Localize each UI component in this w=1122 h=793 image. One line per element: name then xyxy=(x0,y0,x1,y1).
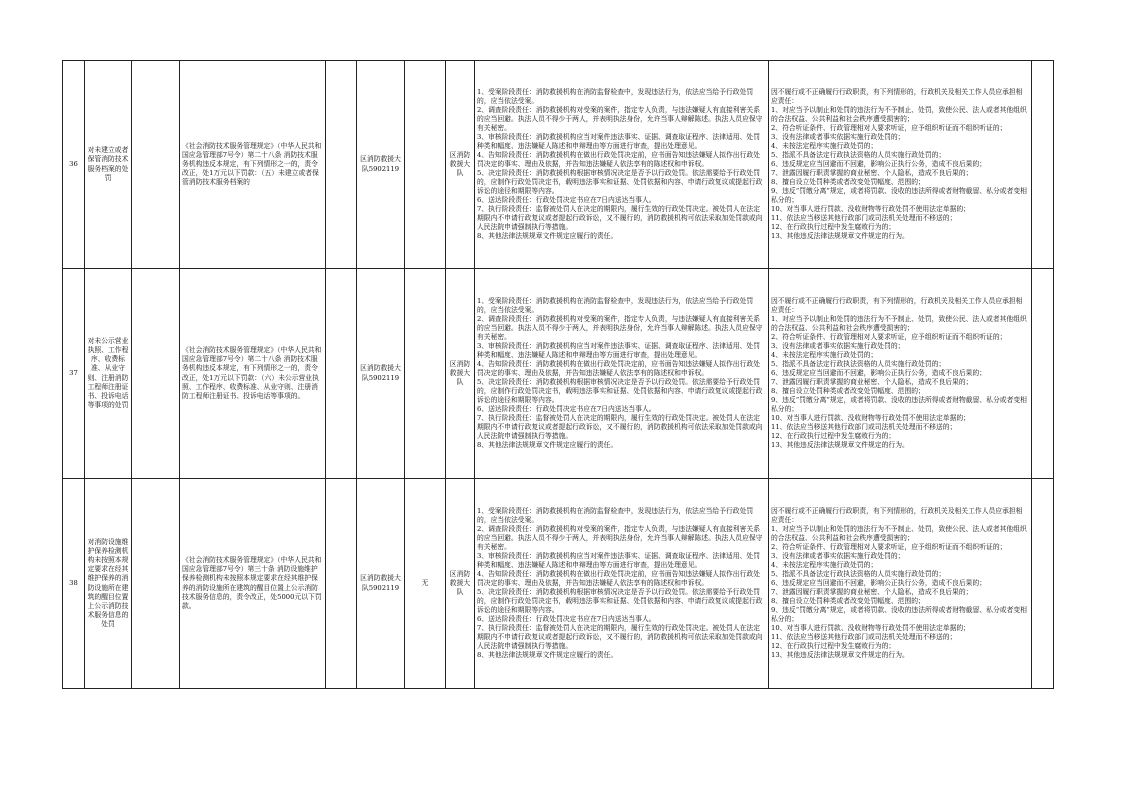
duty-item: 1、受案阶段责任：消防救援机构在消防监督检查中，发现违法行为，依法应当给予行政处罚的，应当依法受案。 xyxy=(477,506,754,524)
accountability-item: 3、没有法律或者事实依据实施行政处罚的； xyxy=(771,132,905,141)
duty-item: 2、调查阶段责任：消防救援机构对受案的案件，指定专人负责，与违法嫌疑人有直接利害关系的应当回避。执法人员不得少于两人，并表明执法身份，允许当事人辩解陈述。执法人员应保守有关秘密。 xyxy=(477,524,763,551)
accountability-item: 8、擅自设立处罚种类或者改变处罚幅度、范围的； xyxy=(771,387,925,396)
accountability-item: 10、对当事人进行罚款、没收财物等行政处罚不使用法定单据的； xyxy=(771,205,970,214)
duty-list xyxy=(475,61,769,269)
penalty-table xyxy=(62,60,1054,689)
table-row xyxy=(63,269,1054,479)
extra-note xyxy=(405,269,446,479)
row-number: 36 xyxy=(63,61,85,269)
accountability-item: 12、在行政执行过程中发生腐败行为的； xyxy=(771,432,896,441)
empty-cell xyxy=(326,479,357,689)
empty-cell xyxy=(132,61,180,269)
duty-item: 4、告知阶段责任：消防救援机构在做出行政处罚决定前，应书面告知违法嫌疑人拟作出行政处罚决定的事实、理由及依据，并告知违法嫌疑人依法享有的陈述权和申诉权。 xyxy=(477,569,760,587)
executing-unit: 区消防救援大队 xyxy=(446,269,475,479)
duty-item: 8、其他法律法规规章文件规定应履行的责任。 xyxy=(477,441,618,450)
executing-unit: 区消防救援大队 xyxy=(446,61,475,269)
duty-item: 3、审核阶段责任：消防救援机构应当对案件违法事实、证据、调查取证程序、法律适用、处罚种类和幅度、违法嫌疑人陈述和申辩理由等方面进行审查，提出处理意见。 xyxy=(477,551,760,569)
empty-cell xyxy=(326,269,357,479)
accountability-item: 10、对当事人进行罚款、没收财物等行政处罚不使用法定单据的； xyxy=(771,414,970,423)
accountability-item: 5、指派不具备法定行政执法资格的人员实施行政处罚的； xyxy=(771,150,946,159)
accountability-item: 1、对应当予以制止和处罚的违法行为不予制止、处罚，致使公民、法人或者其他组织的合法权益、公共利益和社会秩序遭受损害的； xyxy=(771,524,1027,542)
duty-item: 3、审核阶段责任：消防救援机构应当对案件违法事实、证据、调查取证程序、法律适用、处罚种类和幅度、违法嫌疑人陈述和申辩理由等方面进行审查，提出处理意见。 xyxy=(477,132,760,150)
extra-note: 无 xyxy=(405,479,446,689)
duty-item: 4、告知阶段责任：消防救援机构在做出行政处罚决定前，应书面告知违法嫌疑人拟作出行政处罚决定的事实、理由及依据，并告知违法嫌疑人依法享有的陈述权和申诉权。 xyxy=(477,150,760,168)
item-name: 对未公示营业执照、工作程序、收费标准、从业守则、注册消防工程师注册证书、投诉电话等事项的处罚 xyxy=(85,269,132,479)
accountability-item: 6、违反规定应当回避而不回避，影响公正执行公务，造成不良后果的； xyxy=(771,578,987,587)
accountability-item: 9、违反“罚缴分离”规定，或者将罚款、没收的违法所得或者财物截留、私分或者变相私分的； xyxy=(771,187,1027,205)
duty-list xyxy=(475,479,769,689)
accountability-item: 6、违反规定应当回避而不回避，影响公正执行公务，造成不良后果的； xyxy=(771,368,987,377)
empty-cell xyxy=(1032,61,1054,269)
accountability-item: 12、在行政执行过程中发生腐败行为的； xyxy=(771,223,896,232)
legal-basis: 《社会消防技术服务管理规定》（中华人民共和国应急管理部7号令）第三十条 消防设施维护保养检测机构未按照本规定要求在经其维护保养的消防设施所在建筑的醒目位置上公示消防技术服务信息的，责令改正，处5000元以下罚款。 xyxy=(180,479,326,689)
accountability-item: 12、在行政执行过程中发生腐败行为的； xyxy=(771,642,896,651)
duty-item: 2、调查阶段责任：消防救援机构对受案的案件，指定专人负责，与违法嫌疑人有直接利害关系的应当回避。执法人员不得少于两人，并表明执法身份，允许当事人辩解陈述。执法人员应保守有关秘密。 xyxy=(477,314,763,341)
accountability-item: 9、违反“罚缴分离”规定，或者将罚款、没收的违法所得或者财物截留、私分或者变相私分的； xyxy=(771,396,1027,414)
accountability-item: 7、泄露因履行职责掌握的商业秘密、个人隐私，造成不良后果的； xyxy=(771,378,973,387)
extra-note xyxy=(405,61,446,269)
duty-item: 5、决定阶段责任：消防救援机构根据审核情况决定是否予以行政处罚。依法需要给予行政处罚的，应制作行政处罚决定书，载明违法事实和证据、处罚依据和内容、申请行政复议或提起行政诉讼的途径和期限等内容。 xyxy=(477,378,763,405)
row-number: 38 xyxy=(63,479,85,689)
accountability-item: 4、未按法定程序实施行政处罚的； xyxy=(771,350,878,359)
accountability-item: 5、指派不具备法定行政执法资格的人员实施行政处罚的； xyxy=(771,359,946,368)
accountability-item: 4、未按法定程序实施行政处罚的； xyxy=(771,141,878,150)
accountability-list xyxy=(769,269,1032,479)
duty-item: 4、告知阶段责任：消防救援机构在做出行政处罚决定前，应书面告知违法嫌疑人拟作出行政处罚决定的事实、理由及依据，并告知违法嫌疑人依法享有的陈述权和申诉权。 xyxy=(477,359,760,377)
duty-item: 3、审核阶段责任：消防救援机构应当对案件违法事实、证据、调查取证程序、法律适用、处罚种类和幅度、违法嫌疑人陈述和申辩理由等方面进行审查，提出处理意见。 xyxy=(477,341,760,359)
department: 区消防救援大队5902119 xyxy=(357,61,405,269)
empty-cell xyxy=(1032,269,1054,479)
accountability-item: 3、没有法律或者事实依据实施行政处罚的； xyxy=(771,341,905,350)
item-name: 对消防设施维护保养检测机构未按照本规定要求在经其维护保养的消防设施所在建筑的醒目位置上公示消防技术服务信息的处罚 xyxy=(85,479,132,689)
empty-cell xyxy=(132,269,180,479)
empty-cell xyxy=(1032,479,1054,689)
duty-item: 5、决定阶段责任：消防救援机构根据审核情况决定是否予以行政处罚。依法需要给予行政处罚的，应制作行政处罚决定书，载明违法事实和证据、处罚依据和内容、申请行政复议或提起行政诉讼的途径和期限等内容。 xyxy=(477,169,763,196)
accountability-item: 因不履行或不正确履行行政职责，有下列情形的，行政机关及相关工作人员应承担相应责任： xyxy=(771,296,1023,314)
accountability-item: 7、泄露因履行职责掌握的商业秘密、个人隐私，造成不良后果的； xyxy=(771,588,973,597)
accountability-item: 2、符合听证条件、行政管理相对人要求听证，应予组织听证而不组织听证的； xyxy=(771,123,1007,132)
accountability-item: 13、其他违反法律法规规章文件规定的行为。 xyxy=(771,232,909,241)
empty-cell xyxy=(132,479,180,689)
department: 区消防救援大队5902119 xyxy=(357,269,405,479)
duty-item: 6、送达阶段责任：行政处罚决定书应在7日内送达当事人。 xyxy=(477,196,656,205)
table-row xyxy=(63,479,1054,689)
duty-item: 7、执行阶段责任：监督被处罚人在决定的期限内，履行生效的行政处罚决定。被处罚人在法定期限内不申请行政复议或者提起行政诉讼，又不履行的，消防救援机构可依法采取加处罚款或向人民法院申请强制执行等措施。 xyxy=(477,205,763,232)
legal-basis: 《社会消防技术服务管理规定》（中华人民共和国应急管理部7号令）第二十八条 消防技术服务机构违反本规定，有下列情形之一的，责令改正，处1万元以下罚款：（六）未公示营业执照、工作程序、收费标准、从业守则、注册消防工程师注册证书、投诉电话等事项的。 xyxy=(180,269,326,479)
item-name: 对未建立或者保管消防技术服务档案的处罚 xyxy=(85,61,132,269)
accountability-item: 2、符合听证条件、行政管理相对人要求听证，应予组织听证而不组织听证的； xyxy=(771,542,1007,551)
executing-unit: 区消防救援大队 xyxy=(446,479,475,689)
duty-item: 7、执行阶段责任：监督被处罚人在决定的期限内，履行生效的行政处罚决定。被处罚人在法定期限内不申请行政复议或者提起行政诉讼，又不履行的，消防救援机构可依法采取加处罚款或向人民法院申请强制执行等措施。 xyxy=(477,414,763,441)
accountability-item: 13、其他违反法律法规规章文件规定的行为。 xyxy=(771,651,909,660)
duty-item: 8、其他法律法规规章文件规定应履行的责任。 xyxy=(477,232,618,241)
accountability-item: 1、对应当予以制止和处罚的违法行为不予制止、处罚，致使公民、法人或者其他组织的合法权益、公共利益和社会秩序遭受损害的； xyxy=(771,105,1027,123)
accountability-item: 11、依法应当移送其他行政部门或司法机关处理而不移送的； xyxy=(771,214,957,223)
duty-item: 1、受案阶段责任：消防救援机构在消防监督检查中，发现违法行为，依法应当给予行政处罚的，应当依法受案。 xyxy=(477,87,754,105)
accountability-item: 1、对应当予以制止和处罚的违法行为不予制止、处罚，致使公民、法人或者其他组织的合法权益、公共利益和社会秩序遭受损害的； xyxy=(771,314,1027,332)
duty-item: 6、送达阶段责任：行政处罚决定书应在7日内送达当事人。 xyxy=(477,405,656,414)
accountability-item: 2、符合听证条件、行政管理相对人要求听证，应予组织听证而不组织听证的； xyxy=(771,332,1007,341)
accountability-item: 11、依法应当移送其他行政部门或司法机关处理而不移送的； xyxy=(771,423,957,432)
accountability-item: 11、依法应当移送其他行政部门或司法机关处理而不移送的； xyxy=(771,633,957,642)
accountability-list xyxy=(769,61,1032,269)
empty-cell xyxy=(326,61,357,269)
accountability-item: 8、擅自设立处罚种类或者改变处罚幅度、范围的； xyxy=(771,178,925,187)
legal-basis: 《社会消防技术服务管理规定》（中华人民共和国应急管理部7号令）第二十八条 消防技术服务机构违反本规定，有下列情形之一的，责令改正，处1万元以下罚款：（五）未建立或者保管消防技术服务档案的 xyxy=(180,61,326,269)
row-number: 37 xyxy=(63,269,85,479)
accountability-item: 5、指派不具备法定行政执法资格的人员实施行政处罚的； xyxy=(771,569,946,578)
table-row xyxy=(63,61,1054,269)
duty-list xyxy=(475,269,769,479)
duty-item: 8、其他法律法规规章文件规定应履行的责任。 xyxy=(477,651,618,660)
accountability-item: 因不履行或不正确履行行政职责，有下列情形的，行政机关及相关工作人员应承担相应责任： xyxy=(771,506,1023,524)
duty-item: 2、调查阶段责任：消防救援机构对受案的案件，指定专人负责，与违法嫌疑人有直接利害关系的应当回避。执法人员不得少于两人，并表明执法身份，允许当事人辩解陈述。执法人员应保守有关秘密。 xyxy=(477,105,763,132)
accountability-item: 7、泄露因履行职责掌握的商业秘密、个人隐私，造成不良后果的； xyxy=(771,169,973,178)
duty-item: 7、执行阶段责任：监督被处罚人在决定的期限内，履行生效的行政处罚决定。被处罚人在法定期限内不申请行政复议或者提起行政诉讼，又不履行的，消防救援机构可依法采取加处罚款或向人民法院申请强制执行等措施。 xyxy=(477,624,763,651)
duty-item: 6、送达阶段责任：行政处罚决定书应在7日内送达当事人。 xyxy=(477,615,656,624)
duty-item: 5、决定阶段责任：消防救援机构根据审核情况决定是否予以行政处罚。依法需要给予行政处罚的，应制作行政处罚决定书，载明违法事实和证据、处罚依据和内容、申请行政复议或提起行政诉讼的途径和期限等内容。 xyxy=(477,588,763,615)
accountability-item: 4、未按法定程序实施行政处罚的； xyxy=(771,560,878,569)
accountability-item: 9、违反“罚缴分离”规定，或者将罚款、没收的违法所得或者财物截留、私分或者变相私分的； xyxy=(771,606,1027,624)
accountability-item: 6、违反规定应当回避而不回避，影响公正执行公务，造成不良后果的； xyxy=(771,159,987,168)
department: 区消防救援大队5902119 xyxy=(357,479,405,689)
accountability-item: 8、擅自设立处罚种类或者改变处罚幅度、范围的； xyxy=(771,597,925,606)
accountability-item: 10、对当事人进行罚款、没收财物等行政处罚不使用法定单据的； xyxy=(771,624,970,633)
accountability-item: 3、没有法律或者事实依据实施行政处罚的； xyxy=(771,551,905,560)
accountability-item: 因不履行或不正确履行行政职责，有下列情形的，行政机关及相关工作人员应承担相应责任： xyxy=(771,87,1023,105)
accountability-list xyxy=(769,479,1032,689)
duty-item: 1、受案阶段责任：消防救援机构在消防监督检查中，发现违法行为，依法应当给予行政处罚的，应当依法受案。 xyxy=(477,296,754,314)
accountability-item: 13、其他违反法律法规规章文件规定的行为。 xyxy=(771,441,909,450)
